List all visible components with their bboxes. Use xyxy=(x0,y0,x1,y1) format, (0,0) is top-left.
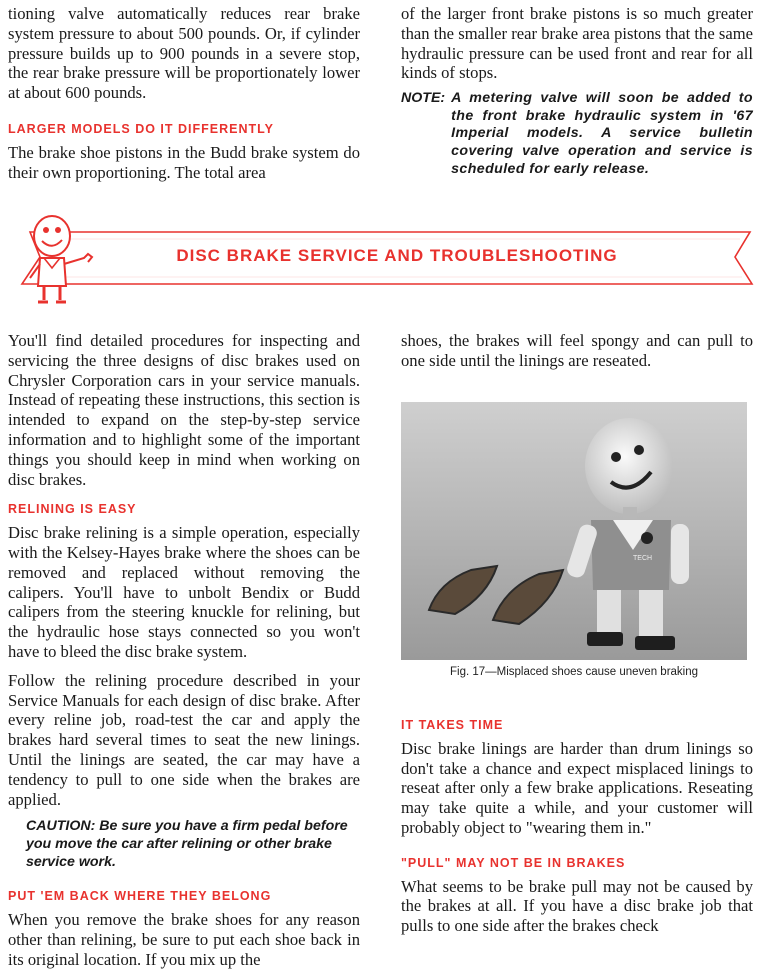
section-banner xyxy=(0,210,760,310)
figure-caption: Fig. 17—Misplaced shoes cause uneven braking xyxy=(449,666,699,678)
figure-badge-text: TECH xyxy=(633,555,653,562)
banner-title: DISC BRAKE SERVICE AND TROUBLESHOOTING xyxy=(176,246,618,265)
mascot-with-brake-shoes-image xyxy=(401,402,747,660)
figure-photo xyxy=(401,402,747,660)
body-paragraph: When you remove the brake shoes for any reason other than relining, be sure to put each shoe back in its original location. If you mix up the xyxy=(8,909,360,969)
section-heading: LARGER MODELS DO IT DIFFERENTLY xyxy=(8,121,274,136)
body-paragraph: Disc brake linings are harder than drum linings so don't take a chance and expect misplaced linings to reseat after only a few brake applications. Reseating may take quite a while, and your customer will probably object to "wearing them in." xyxy=(401,738,753,837)
top-left-column xyxy=(8,4,360,191)
intro-paragraph: You'll find detailed procedures for inspecting and servicing the three designs of disc brakes used on Chrysler Corporation cars in your service manuals. Instead of repeating these instructions, this section is intended to expand on the step-by-step service information and to highlight some of the important things you should keep in mind when working on disc brakes. xyxy=(8,331,360,489)
right-lower-column xyxy=(401,716,753,945)
mascot-icon xyxy=(22,210,102,306)
body-paragraph: The brake shoe pistons in the Budd brake system do their own proportioning. The total area xyxy=(8,142,360,182)
body-paragraph: of the larger front brake pistons is so much greater than the smaller rear brake area pistons that the same hydraulic pressure can be used front and rear for all kinds of stops. xyxy=(401,4,753,83)
section-heading: RELINING IS EASY xyxy=(8,502,137,517)
note-block xyxy=(401,90,753,178)
main-right-column xyxy=(401,331,753,380)
note-text: A metering valve will soon be added to the front brake hydraulic system in '67 Imperial models. A service bulletin covering valve operation and service is scheduled for early release. xyxy=(451,90,753,177)
section-heading: IT TAKES TIME xyxy=(401,718,504,732)
section-heading: "PULL" MAY NOT BE IN BRAKES xyxy=(401,855,626,870)
body-paragraph: Disc brake relining is a simple operation, especially with the Kelsey-Hayes brake where the shoes can be removed and replaced without removing the calipers. You'll have to unbolt Bendix or Budd calipers from the steering knuckle for relining, but the hydraulic hose stays connected so you won't have to bleed the disc brake system. xyxy=(8,523,360,661)
main-left-column xyxy=(8,331,360,978)
top-right-column xyxy=(401,4,753,178)
body-paragraph: Follow the relining procedure described in your Service Manuals for each design of disc brake. After every reline job, road-test the car and apply the brakes hard several times to seat the new linings. Until the linings are seated, the car may have a tendency to pull to one side when the brakes are applied. xyxy=(8,670,360,809)
body-paragraph: What seems to be brake pull may not be caused by the brakes at all. If you have a disc brake job that pulls to one side after the brakes check xyxy=(401,876,753,936)
body-paragraph: tioning valve automatically reduces rear brake system pressure to about 500 pounds. Or, if cylinder pressure builds up to 900 pounds in a severe stop, the rear brake pressure will be proportionately lower at about 600 pounds. xyxy=(8,4,360,103)
note-label: NOTE: xyxy=(401,90,446,107)
section-heading: PUT 'EM BACK WHERE THEY BELONG xyxy=(8,889,272,904)
caution-note: CAUTION: Be sure you have a firm pedal before you move the car after relining or other brake service work. xyxy=(26,818,348,870)
body-paragraph: shoes, the brakes will feel spongy and can pull to one side until the linings are reseated. xyxy=(401,331,753,370)
